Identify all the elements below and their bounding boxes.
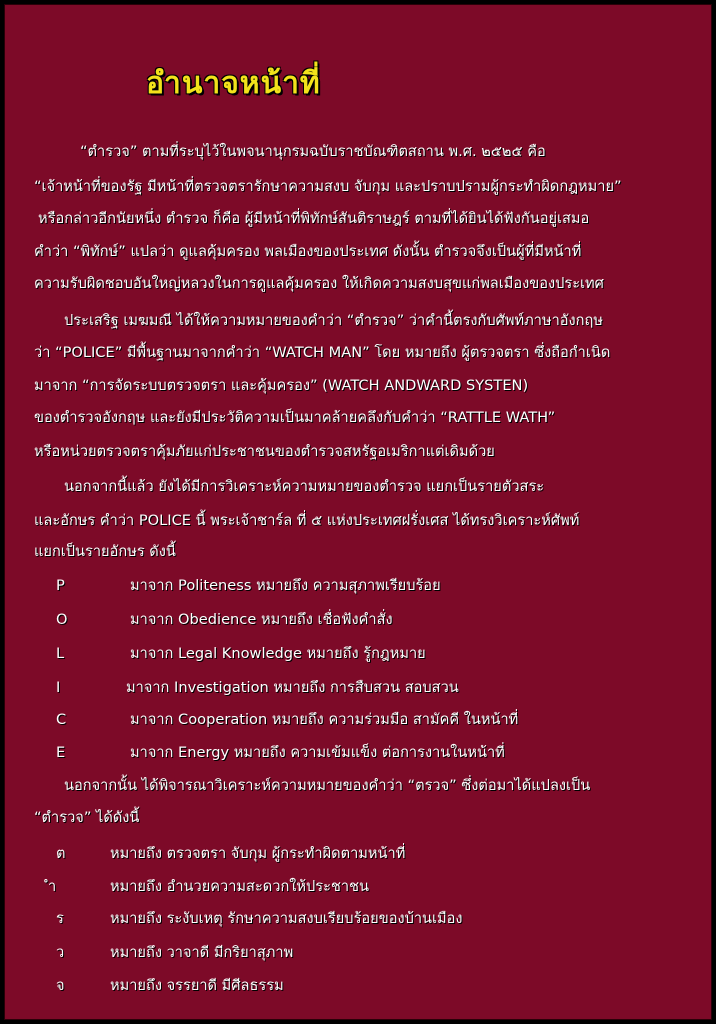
police-meaning: มาจาก Energy หมายถึง ความเข้มแข็ง ต่อการงานในหน้าที่	[130, 744, 505, 761]
thai-letter: จ	[56, 977, 65, 994]
body-line: “เจ้าหน้าที่ของรัฐ มีหน้าที่ตรวจตรารักษาความสงบ จับกุม และปราบปรามผู้กระทำผิดกฎหมาย”	[34, 178, 622, 195]
police-letter: L	[56, 645, 65, 662]
police-letter: P	[56, 577, 65, 594]
police-meaning: มาจาก Investigation หมายถึง การสืบสวน สอบสวน	[126, 679, 459, 696]
body-line: นอกจากนี้แล้ว ยังได้มีการวิเคราะห์ความหมายของตำรวจ แยกเป็นรายตัวสระ	[64, 478, 545, 495]
body-line: หรือหน่วยตรวจตราคุ้มภัยแก่ประชาชนของตำรวจสหรัฐอเมริกาแต่เดิมด้วย	[34, 443, 495, 460]
body-line: ความรับผิดชอบอันใหญ่หลวงในการดูแลคุ้มครอง ให้เกิดความสงบสุขแก่พลเมืองของประเทศ	[34, 275, 604, 292]
thai-letter: ว	[56, 944, 65, 961]
body-line: “ตำรวจ” ตามที่ระบุไว้ในพจนานุกรมฉบับราชบัณฑิตสถาน พ.ศ. ๒๕๒๕ คือ	[80, 143, 546, 160]
thai-meaning: หมายถึง วาจาดี มีกริยาสุภาพ	[110, 944, 294, 961]
body-line: “ตำรวจ” ได้ดังนี้	[34, 809, 140, 826]
thai-meaning: หมายถึง จรรยาดี มีศีลธรรม	[110, 977, 284, 994]
thai-meaning: หมายถึง ตรวจตรา จับกุม ผู้กระทำผิดตามหน้าที่	[110, 845, 406, 862]
body-line: คำว่า “พิทักษ์” แปลว่า ดูแลคุ้มครอง พลเมืองของประเทศ ดังนั้น ตำรวจจึงเป็นผู้ที่มีหน้าที่	[34, 243, 582, 260]
body-line: และอักษร คำว่า POLICE นี้ พระเจ้าชาร์ล ที่ ๕ แห่งประเทศฝรั่งเศส ได้ทรงวิเคราะห์ศัพท์	[34, 512, 580, 529]
body-line: ประเสริฐ เมฆมณี ได้ให้ความหมายของคำว่า “ตำรวจ” ว่าคำนี้ตรงกับศัพท์ภาษาอังกฤษ	[64, 312, 603, 329]
police-meaning: มาจาก Obedience หมายถึง เชื่อฟังคำสั่ง	[130, 611, 393, 628]
police-letter: C	[56, 711, 67, 728]
body-line: ว่า “POLICE” มีพื้นฐานมาจากคำว่า “WATCH MAN” โดย หมายถึง ผู้ตรวจตรา ซึ่งถือกำเนิด	[34, 344, 611, 361]
police-meaning: มาจาก Legal Knowledge หมายถึง รู้กฎหมาย	[130, 645, 426, 662]
police-letter: I	[56, 679, 61, 696]
police-letter: E	[56, 744, 66, 761]
thai-letter: ต	[56, 845, 66, 862]
thai-letter: ำ	[48, 878, 57, 895]
body-line: หรือกล่าวอีกนัยหนึ่ง ตำรวจ ก็คือ ผู้มีหน้าที่พิทักษ์สันติราษฎร์ ตามที่ได้ยินได้ฟังกันอยู่เสมอ	[38, 210, 590, 227]
police-meaning: มาจาก Cooperation หมายถึง ความร่วมมือ สามัคคี ในหน้าที่	[130, 711, 519, 728]
body-line: นอกจากนั้น ได้พิจารณาวิเคราะห์ความหมายของคำว่า “ตรวจ” ซึ่งต่อมาได้แปลงเป็น	[64, 777, 591, 794]
thai-letter: ร	[56, 910, 64, 927]
body-line: มาจาก “การจัดระบบตรวจตรา และคุ้มครอง” (WATCH ANDWARD SYSTEN)	[34, 377, 529, 394]
police-letter: O	[56, 611, 68, 628]
thai-meaning: หมายถึง อำนวยความสะดวกให้ประชาชน	[110, 878, 369, 895]
body-line: ของตำรวจอังกฤษ และยังมีประวัติความเป็นมาคล้ายคลึงกับคำว่า “RATTLE WATH”	[34, 409, 556, 426]
police-meaning: มาจาก Politeness หมายถึง ความสุภาพเรียบร้อย	[130, 577, 441, 594]
body-line: แยกเป็นรายอักษร ดังนี้	[34, 543, 176, 560]
thai-meaning: หมายถึง ระงับเหตุ รักษาความสงบเรียบร้อยของบ้านเมือง	[110, 910, 463, 927]
page-title: อำนาจหน้าที่	[146, 66, 321, 101]
